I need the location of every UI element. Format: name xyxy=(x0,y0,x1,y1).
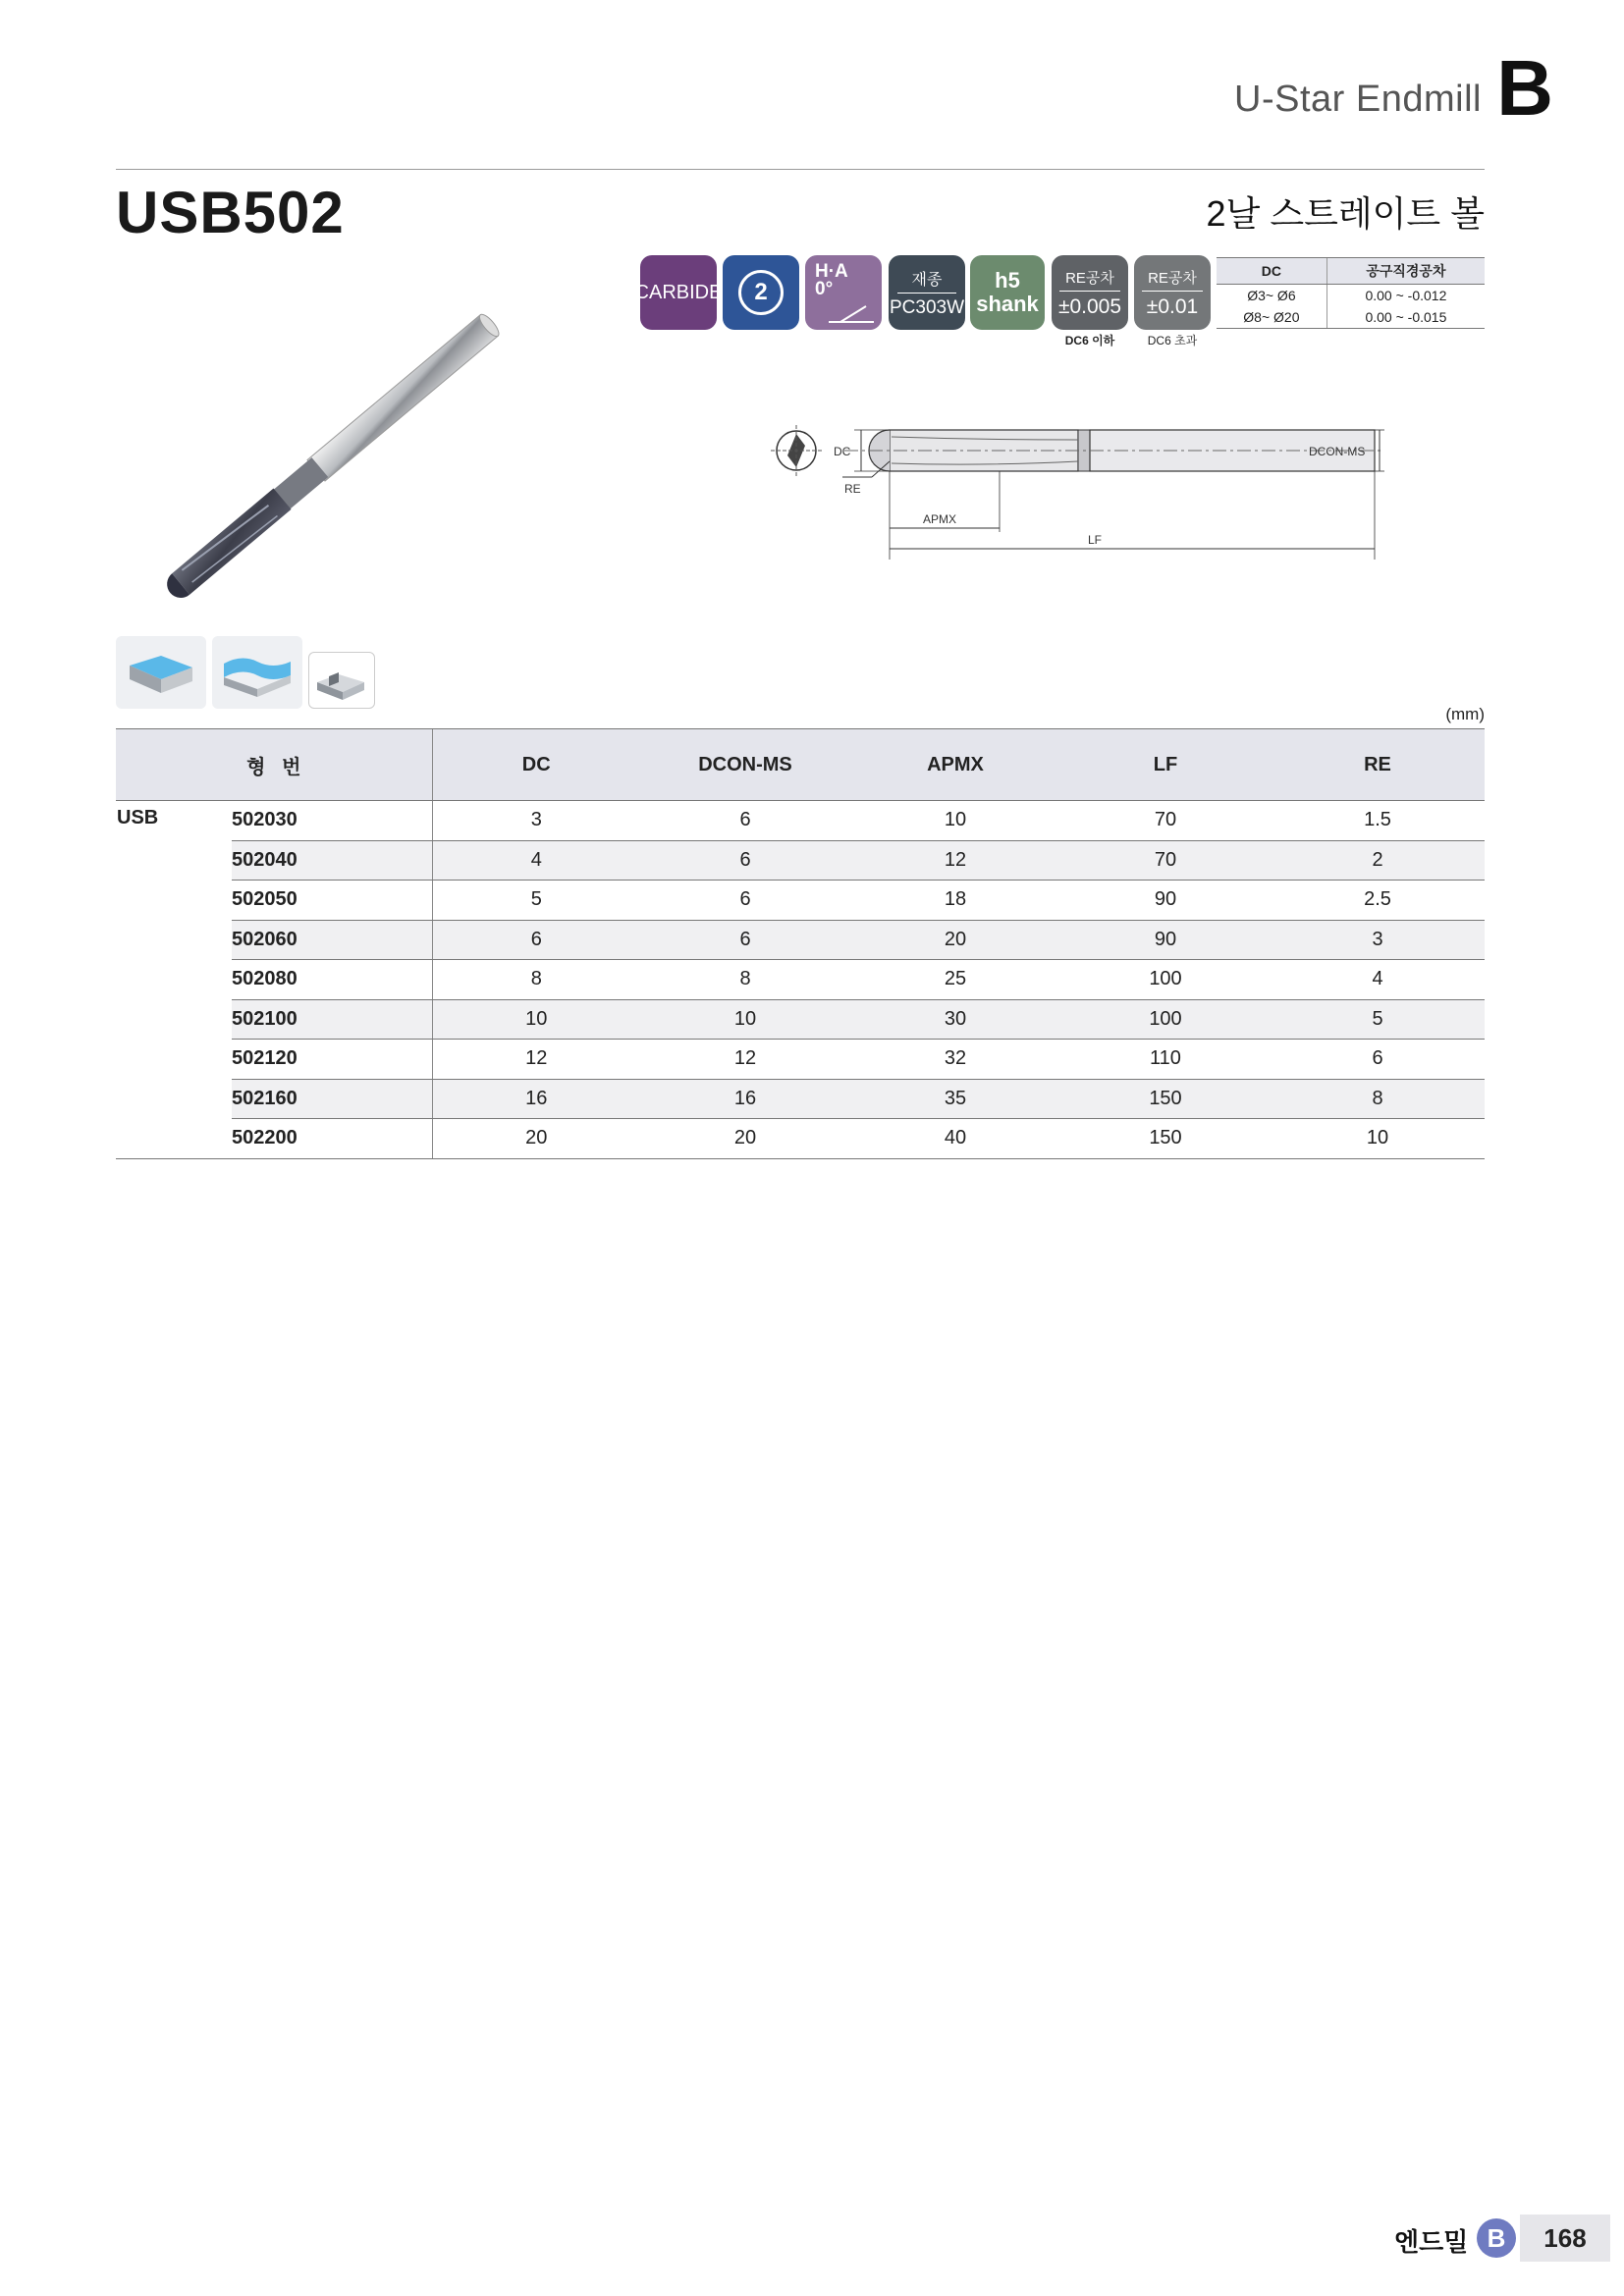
spec-header-row xyxy=(116,729,1485,801)
product-subtitle: 2날 스트레이트 볼 xyxy=(1206,193,1485,234)
re-tolerance-value: ±0.01 xyxy=(1146,294,1199,318)
spec-table xyxy=(116,728,1485,1159)
cell-dc: 5 xyxy=(432,881,640,921)
cell-dcon: 6 xyxy=(640,801,850,841)
cell-dc: 8 xyxy=(432,960,640,1000)
cell-dcon: 16 xyxy=(640,1079,850,1119)
re-note-large: DC6 초과 xyxy=(1147,334,1198,347)
re-tolerance-value: ±0.005 xyxy=(1057,294,1122,318)
cell-apmx: 35 xyxy=(850,1079,1060,1119)
material-badge xyxy=(634,255,723,330)
cell-lf: 90 xyxy=(1060,920,1271,960)
cell-lf: 100 xyxy=(1060,999,1271,1040)
cell-lf: 70 xyxy=(1060,840,1271,881)
cell-lf: 90 xyxy=(1060,881,1271,921)
col-header-lf: LF xyxy=(1060,729,1271,801)
cell-dc: 6 xyxy=(432,920,640,960)
application-icon-pocketing xyxy=(308,652,375,709)
table-row xyxy=(116,920,1485,960)
model-code: 502050 xyxy=(232,881,432,921)
cell-re: 10 xyxy=(1271,1119,1485,1159)
table-row xyxy=(1217,285,1485,307)
cell-dc: 20 xyxy=(432,1119,640,1159)
footer-section-badge: B xyxy=(1477,2218,1516,2258)
col-header-apmx: APMX xyxy=(850,729,1060,801)
table-row xyxy=(116,1079,1485,1119)
tol-range: Ø3~ Ø6 xyxy=(1247,288,1296,303)
model-code: 502120 xyxy=(232,1040,432,1080)
cell-apmx: 10 xyxy=(850,801,1060,841)
cell-dcon: 6 xyxy=(640,840,850,881)
cell-re: 3 xyxy=(1271,920,1485,960)
angle-icon xyxy=(827,302,876,324)
cell-apmx: 20 xyxy=(850,920,1060,960)
diameter-tolerance-table xyxy=(1217,257,1485,329)
tol-header-tolerance: 공구직경공차 xyxy=(1326,258,1485,285)
model-code: 502030 xyxy=(232,801,432,841)
cell-dcon: 8 xyxy=(640,960,850,1000)
coating-badge xyxy=(889,255,965,330)
tol-value: 0.00 ~ -0.015 xyxy=(1326,306,1485,329)
model-code: 502100 xyxy=(232,999,432,1040)
application-icon-slotting xyxy=(116,636,206,709)
cell-lf: 100 xyxy=(1060,960,1271,1000)
model-code: 502200 xyxy=(232,1119,432,1159)
header-divider xyxy=(116,169,1485,170)
material-label: CARBIDE xyxy=(634,281,723,303)
tol-value: 0.00 ~ -0.012 xyxy=(1326,285,1485,307)
cell-dcon: 10 xyxy=(640,999,850,1040)
cell-lf: 150 xyxy=(1060,1079,1271,1119)
cell-dcon: 6 xyxy=(640,920,850,960)
cell-apmx: 12 xyxy=(850,840,1060,881)
re-tolerance-badge-small xyxy=(1052,255,1128,330)
table-row xyxy=(116,1040,1485,1080)
model-code: 502060 xyxy=(232,920,432,960)
cell-re: 8 xyxy=(1271,1079,1485,1119)
coating-value: PC303W xyxy=(889,296,965,318)
cell-apmx: 40 xyxy=(850,1119,1060,1159)
dim-dc-label: DC xyxy=(834,445,851,458)
table-row xyxy=(116,840,1485,881)
dim-re-label: RE xyxy=(844,482,861,496)
cell-apmx: 18 xyxy=(850,881,1060,921)
shank-label: shank xyxy=(976,292,1039,316)
table-row xyxy=(116,881,1485,921)
cell-dc: 12 xyxy=(432,1040,640,1080)
col-header-dc: DC xyxy=(432,729,640,801)
technical-drawing xyxy=(766,412,1394,560)
cell-dcon: 6 xyxy=(640,881,850,921)
re-note-small: DC6 이하 xyxy=(1064,334,1115,347)
col-header-re: RE xyxy=(1271,729,1485,801)
cell-lf: 110 xyxy=(1060,1040,1271,1080)
shank-badge xyxy=(970,255,1045,330)
helix-label: H·A xyxy=(815,261,848,282)
tol-range: Ø8~ Ø20 xyxy=(1217,306,1326,329)
tol-header-dc: DC xyxy=(1217,258,1326,285)
dim-dcon-label: DCON-MS xyxy=(1309,445,1366,458)
re-tolerance-badge-large xyxy=(1134,255,1211,330)
re-tolerance-label: RE공차 xyxy=(1142,267,1203,292)
cell-dc: 4 xyxy=(432,840,640,881)
table-row xyxy=(116,960,1485,1000)
helix-value: 0° xyxy=(815,279,834,299)
cell-dc: 3 xyxy=(432,801,640,841)
cell-lf: 150 xyxy=(1060,1119,1271,1159)
cell-dc: 10 xyxy=(432,999,640,1040)
flute-count-badge xyxy=(723,255,799,330)
unit-label: (mm) xyxy=(1445,705,1485,723)
cell-lf: 70 xyxy=(1060,801,1271,841)
cell-dcon: 20 xyxy=(640,1119,850,1159)
series-label: USB xyxy=(116,801,232,1159)
cell-apmx: 32 xyxy=(850,1040,1060,1080)
model-code: 502160 xyxy=(232,1079,432,1119)
cell-dc: 16 xyxy=(432,1079,640,1119)
footer-category: 엔드밀 xyxy=(1394,2227,1469,2257)
application-icon-profiling xyxy=(212,636,302,709)
cell-re: 4 xyxy=(1271,960,1485,1000)
re-tolerance-label: RE공차 xyxy=(1059,267,1120,292)
model-code: 502080 xyxy=(232,960,432,1000)
cell-re: 2 xyxy=(1271,840,1485,881)
cell-re: 5 xyxy=(1271,999,1485,1040)
catalog-section-title: U-Star Endmill xyxy=(1234,79,1482,120)
cell-apmx: 25 xyxy=(850,960,1060,1000)
flute-count: 2 xyxy=(738,270,784,315)
cell-apmx: 30 xyxy=(850,999,1060,1040)
col-header-dcon: DCON-MS xyxy=(640,729,850,801)
table-row xyxy=(116,1119,1485,1159)
model-code: 502040 xyxy=(232,840,432,881)
table-row xyxy=(116,801,1485,841)
table-row xyxy=(1217,306,1485,329)
cell-dcon: 12 xyxy=(640,1040,850,1080)
coating-label: 재종 xyxy=(897,267,956,294)
section-letter: B xyxy=(1496,44,1553,132)
dim-apmx-label: APMX xyxy=(923,512,957,526)
col-header-model: 형 번 xyxy=(116,729,432,801)
product-model: USB502 xyxy=(116,180,345,245)
cell-re: 6 xyxy=(1271,1040,1485,1080)
endmill-photo xyxy=(108,275,569,628)
dim-lf-label: LF xyxy=(1088,533,1103,547)
table-row xyxy=(116,999,1485,1040)
cell-re: 1.5 xyxy=(1271,801,1485,841)
helix-angle-badge xyxy=(805,255,882,330)
shank-tol: h5 xyxy=(995,268,1020,293)
page-number: 168 xyxy=(1520,2215,1610,2262)
cell-re: 2.5 xyxy=(1271,881,1485,921)
